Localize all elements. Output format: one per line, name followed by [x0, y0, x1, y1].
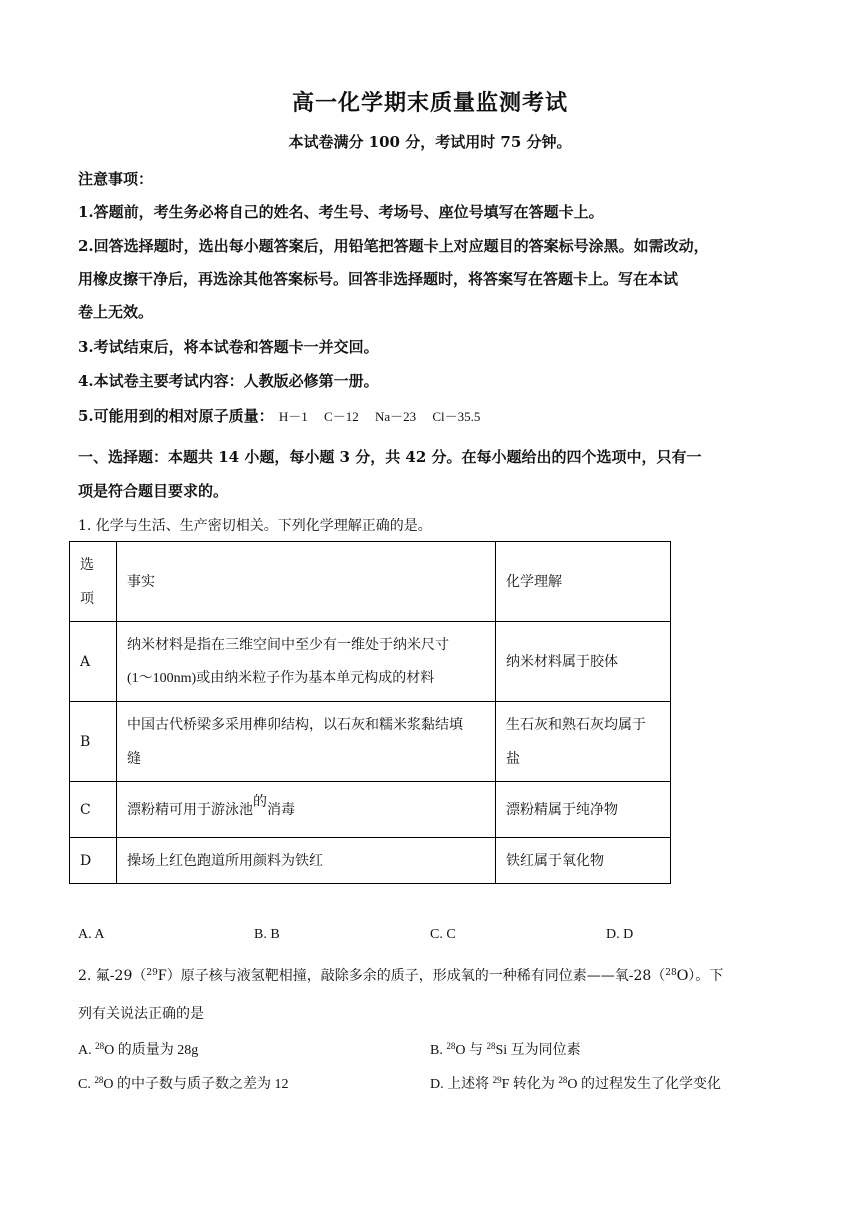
note-item-2-line-3: 卷上无效。 — [78, 303, 154, 321]
row-theory-text: 生石灰和熟石灰均属于 — [506, 716, 646, 733]
row-theory-cell: 纳米材料属于胶体 — [496, 622, 671, 702]
row-theory-cell: 铁红属于氧化物 — [496, 838, 671, 884]
question-2-choice-d — [430, 1073, 721, 1093]
page-subtitle: 本试卷满分 100 分，考试用时 75 分钟。 — [288, 133, 572, 151]
note-item-3: 3.考试结束后，将本试卷和答题卡一并交回。 — [78, 338, 379, 356]
row-option-cell: C — [70, 782, 117, 838]
note-item-2-line-1: 2.回答选择题时，选出每小题答案后，用铅笔把答题卡上对应题目的答案标号涂黑。如需改动， — [78, 237, 709, 255]
row-fact-text: 纳米材料是指在三维空间中至少有一维处于纳米尺寸 — [127, 636, 449, 653]
isotope-mass-number: 28 — [94, 1075, 104, 1085]
section-1-heading-line-1: 一、选择题：本题共 14 小题，每小题 3 分，共 42 分。在每小题给出的四个选项中，只有一 — [78, 448, 702, 466]
choice-text: O 与 — [455, 1043, 487, 1058]
row-fact-cell: 操场上红色跑道所用颜料为铁红 — [117, 838, 496, 884]
question-1-choice-a: A. A — [78, 927, 105, 942]
row-fact-text: 漂粉精可用于游泳池 — [127, 801, 253, 818]
table-header-row — [70, 542, 671, 622]
question-1-choice-d: D. D — [606, 927, 634, 942]
table-row — [70, 838, 671, 884]
section-1-heading-line-2: 项是符合题目要求的。 — [78, 482, 229, 500]
question-1-stem: 1. 化学与生活、生产密切相关。下列化学理解正确的是。 — [78, 518, 432, 534]
table-row — [70, 782, 671, 838]
note-item-4: 4.本试卷主要考试内容：人教版必修第一册。 — [78, 372, 379, 390]
header-option-cell — [70, 542, 117, 622]
row-fact-cell — [117, 622, 496, 702]
row-theory-cell: 漂粉精属于纯净物 — [496, 782, 671, 838]
question-2-stem-text: ）原子核与液氢靶相撞，敲除多余的质子，形成氧的一种稀有同位素——氧-28（ — [166, 968, 666, 984]
isotope-mass-number: 29 — [146, 968, 158, 978]
question-1-table — [69, 541, 671, 884]
question-1-choice-b: B. B — [254, 927, 280, 942]
row-fact-text: 中国古代桥梁多采用榫卯结构，以石灰和糯米浆黏结填 — [127, 716, 463, 733]
choice-prefix: D. 上述将 — [430, 1077, 493, 1092]
page-title: 高一化学期末质量监测考试 — [291, 90, 568, 116]
isotope-mass-number: 28 — [486, 1041, 496, 1051]
row-option-cell: A — [70, 622, 117, 702]
header-fact-cell: 事实 — [117, 542, 496, 622]
choice-text: F 转化为 — [501, 1077, 559, 1092]
choice-text: O 的过程发生了化学变化 — [567, 1077, 722, 1092]
note-item-2-line-2: 用橡皮擦干净后，再选涂其他答案标号。回答非选择题时，将答案写在答题卡上。写在本试 — [78, 270, 679, 288]
choice-text: O 的中子数与质子数之差为 12 — [103, 1077, 289, 1092]
choice-text: O 的质量为 28g — [104, 1043, 199, 1058]
header-theory-cell: 化学理解 — [496, 542, 671, 622]
row-fact-text: 缝 — [127, 750, 141, 767]
row-fact-text: (1～100nm)或由纳米粒子作为基本单元构成的材料 — [127, 670, 435, 686]
choice-prefix: A. — [78, 1043, 96, 1058]
row-fact-text: 消毒 — [267, 801, 295, 818]
note-item-1: 1.答题前，考生务必将自己的姓名、考生号、考场号、座位号填写在答题卡上。 — [78, 203, 604, 221]
isotope-symbol: F — [157, 967, 167, 984]
isotope-mass-number: 28 — [665, 968, 677, 978]
isotope-symbol: O — [676, 967, 689, 984]
atomic-mass-values: H－1 C－12 Na－23 Cl－35.5 — [278, 409, 481, 424]
table-row — [70, 622, 671, 702]
question-2-stem-line-1 — [78, 965, 723, 985]
row-theory-text: 盐 — [506, 750, 520, 767]
header-option-text-line-1: 选 — [80, 556, 94, 573]
choice-text: Si 互为同位素 — [495, 1043, 581, 1058]
isotope-mass-number: 28 — [446, 1041, 456, 1051]
header-option-text-line-2: 项 — [80, 590, 94, 607]
isotope-mass-number: 28 — [558, 1075, 568, 1085]
row-fact-raised-char: 的 — [253, 793, 267, 810]
note-item-5 — [78, 405, 480, 426]
row-theory-cell — [496, 702, 671, 782]
question-2-stem-text: ）。下 — [688, 968, 724, 984]
table-row — [70, 702, 671, 782]
row-fact-cell — [117, 702, 496, 782]
isotope-mass-number: 28 — [95, 1041, 105, 1051]
row-fact-cell — [117, 782, 496, 838]
row-option-cell: B — [70, 702, 117, 782]
row-option-cell: D — [70, 838, 117, 884]
question-1-choice-c: C. C — [430, 927, 456, 942]
isotope-mass-number: 29 — [492, 1075, 502, 1085]
notes-heading: 注意事项： — [78, 170, 154, 188]
question-2-choice-c — [78, 1073, 288, 1093]
choice-prefix: C. — [78, 1077, 95, 1092]
question-2-stem-text: 2. 氟-29（ — [78, 968, 147, 984]
choice-prefix: B. — [430, 1043, 447, 1058]
question-2-choice-b — [430, 1039, 581, 1059]
question-2-choice-a — [78, 1039, 198, 1059]
question-2-stem-line-2: 列有关说法正确的是 — [78, 1006, 204, 1022]
note-item-5-label: 5.可能用到的相对原子质量： — [78, 407, 274, 425]
